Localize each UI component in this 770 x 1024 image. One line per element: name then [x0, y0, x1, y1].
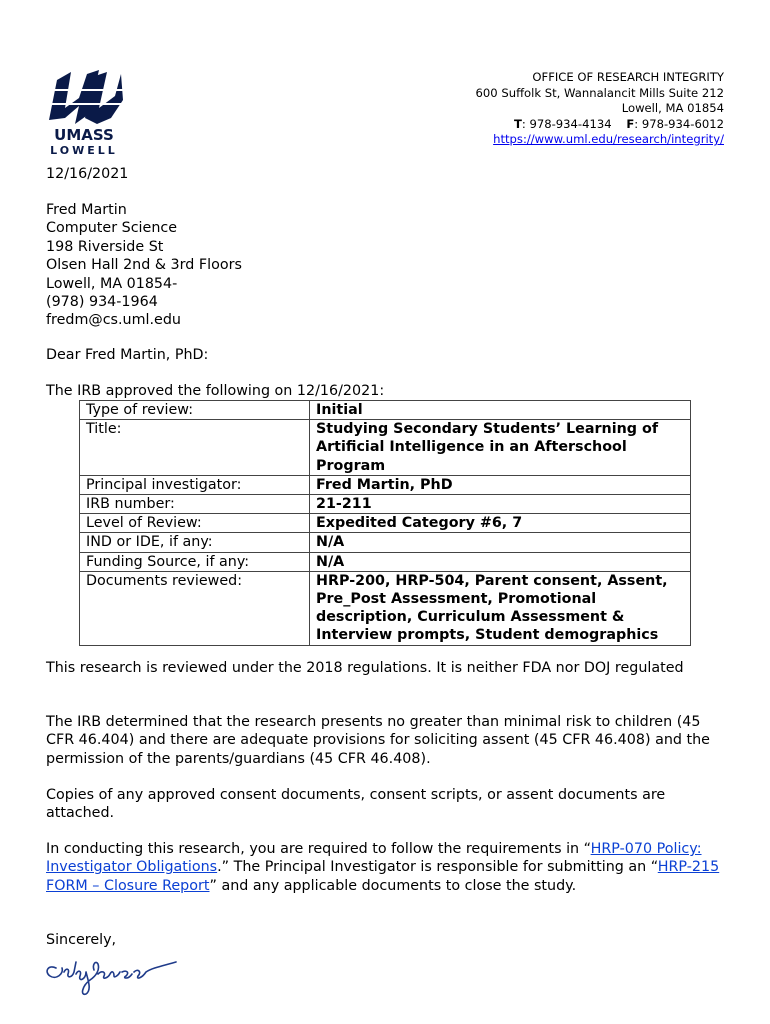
closing: Sincerely, — [46, 932, 117, 948]
svg-text:UMASS: UMASS — [54, 126, 114, 144]
recipient-email: fredm@cs.uml.edu — [46, 312, 181, 329]
office-name: OFFICE OF RESEARCH INTEGRITY — [532, 70, 724, 84]
review-field-value: Studying Secondary Students’ Learning of Artificial Intelligence in an Afterschool Program — [310, 420, 691, 476]
review-field-label: Documents reviewed: — [80, 571, 310, 645]
review-field-label: Principal investigator: — [80, 475, 310, 494]
office-website-link[interactable]: https://www.uml.edu/research/integrity/ — [493, 132, 724, 146]
regulations-paragraph: This research is reviewed under the 2018 regulations. It is neither FDA nor DOJ regulated — [46, 660, 684, 676]
signature — [42, 950, 182, 996]
review-table-row — [80, 571, 691, 645]
recipient-name: Fred Martin — [46, 202, 127, 218]
review-field-value: N/A — [310, 533, 691, 552]
review-field-label: IND or IDE, if any: — [80, 533, 310, 552]
recipient-building: Olsen Hall 2nd & 3rd Floors — [46, 257, 242, 274]
review-field-value: Fred Martin, PhD — [310, 475, 691, 494]
review-table-row — [80, 420, 691, 476]
review-table-row — [80, 514, 691, 533]
approval-intro: The IRB approved the following on 12/16/2021: — [46, 383, 385, 399]
review-field-value: Initial — [310, 401, 691, 420]
recipient-department: Computer Science — [46, 220, 178, 237]
review-table-row — [80, 475, 691, 494]
review-field-label: Funding Source, if any: — [80, 552, 310, 571]
review-field-value: HRP-200, HRP-504, Parent consent, Assent, Pre_Post Assessment, Promotional description, Curriculum Assessment & Interview prompts, Student demographics — [310, 571, 691, 645]
review-details-table — [79, 400, 691, 646]
review-table-row — [80, 552, 691, 571]
review-table-row — [80, 401, 691, 420]
review-field-label: Level of Review: — [80, 514, 310, 533]
umass-lowell-logo — [45, 70, 123, 156]
svg-text:LOWELL: LOWELL — [50, 144, 118, 156]
recipient-city: Lowell, MA 01854- — [46, 275, 178, 292]
hrp-070-policy-link[interactable]: HRP-070 Policy: Investigator Obligations — [46, 841, 702, 876]
review-field-label: Title: — [80, 420, 310, 476]
review-table-row — [80, 495, 691, 514]
recipient-street: 198 Riverside St — [46, 238, 164, 255]
office-address-line2: Lowell, MA 01854 — [621, 101, 724, 115]
letter-date: 12/16/2021 — [46, 166, 129, 182]
copies-paragraph: Copies of any approved consent documents, consent scripts, or assent documents are attached. — [46, 787, 666, 822]
review-field-label: IRB number: — [80, 495, 310, 514]
hrp-215-closure-report-link[interactable]: HRP-215 FORM – Closure Report — [46, 859, 720, 894]
risk-paragraph: The IRB determined that the research presents no greater than minimal risk to children (45 CFR 46.404) and there are adequate provisions for soliciting assent (45 CFR 46.408) and the permission of the parents/guardians (45 CFR 46.408). — [46, 714, 710, 767]
office-phone-fax: T: 978-934-4134 F: 978-934-6012 — [513, 116, 724, 131]
letterhead-contact — [476, 70, 724, 148]
conduct-paragraph: In conducting this research, you are required to follow the requirements in “HRP-070 Policy: Investigator Obligations.” The Principal Investigator is responsible for submitting an “HRP-215 FORM – Closure Report” and any applicable documents to close the study. — [46, 841, 720, 894]
review-field-value: 21-211 — [310, 495, 691, 514]
salutation: Dear Fred Martin, PhD: — [46, 347, 209, 363]
review-field-value: N/A — [310, 552, 691, 571]
recipient-phone: (978) 934-1964 — [46, 294, 158, 311]
review-field-label: Type of review: — [80, 401, 310, 420]
office-address-line1: 600 Suffolk St, Wannalancit Mills Suite 212 — [475, 85, 724, 100]
review-field-value: Expedited Category #6, 7 — [310, 514, 691, 533]
recipient-address — [46, 201, 726, 330]
review-table-row — [80, 533, 691, 552]
